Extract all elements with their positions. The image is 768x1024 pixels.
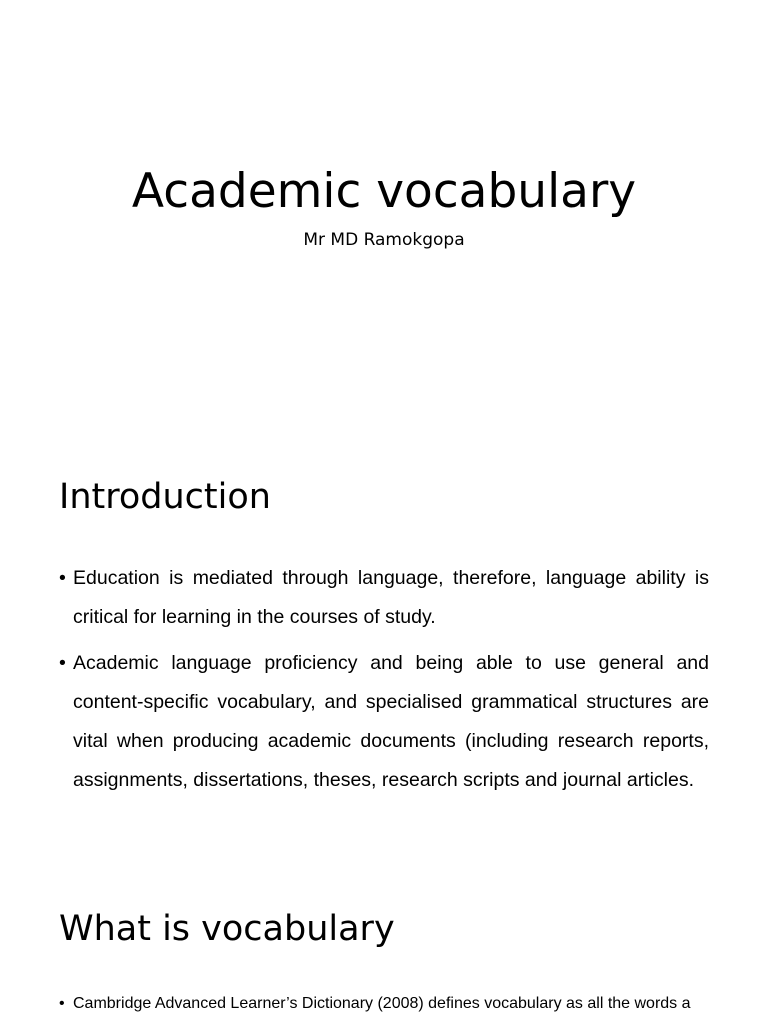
bullet-text: Cambridge Advanced Learner’s Dictionary (2008) defines vocabulary as all the words a: [73, 995, 691, 1012]
vocabulary-bullet-list: [59, 993, 709, 1015]
bullet-text: Academic language proficiency and being able to use general and content-specific vocabulary, and specialised grammatical structures are vital when producing academic documents (including research reports, assignments, dissertations, theses, research scripts and journal articles.: [73, 652, 709, 791]
vocabulary-heading: What is vocabulary: [59, 909, 395, 949]
list-item: [59, 644, 709, 800]
presentation-title: Academic vocabulary: [131, 164, 637, 219]
bullet-icon: •: [59, 995, 65, 1012]
bullet-text: Education is mediated through language, therefore, language ability is critical for learning in the courses of study.: [73, 567, 709, 628]
presenter-name: Mr MD Ramokgopa: [303, 230, 465, 250]
list-item: [59, 559, 709, 637]
list-item: [59, 993, 709, 1015]
bullet-icon: •: [59, 652, 66, 674]
vocabulary-slide: [0, 875, 768, 1024]
introduction-slide: [0, 440, 768, 870]
bullet-icon: •: [59, 567, 66, 589]
introduction-bullet-list: [59, 559, 709, 800]
introduction-heading: Introduction: [59, 477, 271, 517]
title-slide: [0, 0, 768, 420]
